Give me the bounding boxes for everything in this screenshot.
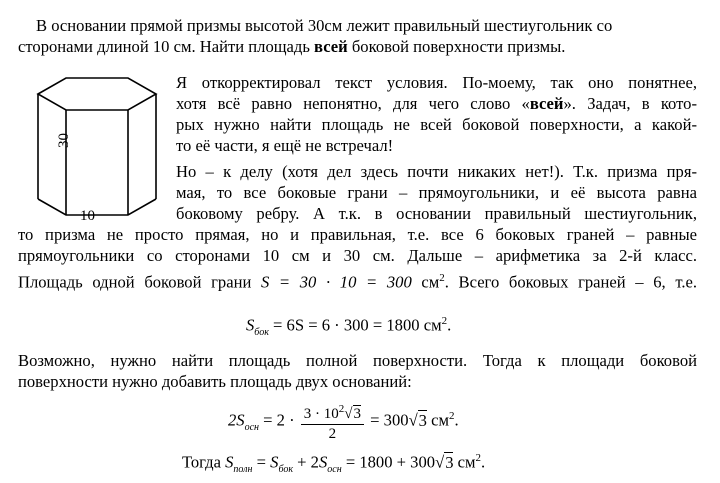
fraction-numerator [301, 400, 364, 425]
base-unit-exponent: 2 [448, 410, 455, 422]
emphasis-word-quote: всей [529, 94, 564, 113]
face-area-formula: S = 30 · 10 = 300 [260, 272, 412, 292]
base-eq: = 2 · [259, 410, 299, 430]
formula-dot: . [447, 315, 452, 335]
side-label: 10 [80, 208, 95, 224]
base-subscript: осн [244, 421, 259, 433]
problem-text: сторонами длиной 10 см. Найти площадь [18, 37, 315, 56]
formula-symbol: S [246, 315, 255, 335]
comment-line-1: Я откорректировал текст условия. По-моему, так оно понятнее, [176, 73, 697, 92]
numerator-exponent: 2 [338, 403, 345, 416]
formula-subscript: бок [254, 326, 269, 338]
full-unit-exponent: 2 [475, 452, 481, 464]
base-symbol-2: S [318, 452, 328, 472]
bottom-front-edges [38, 199, 156, 215]
full-lead: Тогда [182, 452, 226, 472]
comment-text-end: ». Задач, в кото- [563, 94, 697, 113]
numerator-text: 3 · 10 [303, 406, 339, 423]
full-rhs: = 1800 + 300 [341, 452, 436, 472]
full-line-2: поверхности нужно добавить площадь двух оснований: [18, 372, 412, 391]
comment-line-2 [176, 94, 697, 114]
base-radicand: 3 [418, 410, 427, 430]
base-subscript-2: осн [327, 463, 342, 475]
lateral-subscript: бок [278, 463, 294, 475]
full-plus: + 2 [293, 452, 319, 472]
full-radicand: 3 [445, 452, 454, 472]
comment-text: хотя всё равно непонятно, для чего слово « [176, 94, 530, 113]
full-line-1: Возможно, нужно найти площадь полной поверхности. Тогда к площади боковой [18, 351, 697, 370]
solution-line-4: то призма не просто прямая, но и правильная, т.е. все 6 боковых граней – равные [18, 225, 697, 244]
lateral-symbol: S [270, 452, 279, 472]
base-unit: см [426, 410, 449, 430]
comment-line-4: то её части, я ещё не встречал! [176, 136, 394, 155]
numerator-radicand: 3 [353, 406, 362, 423]
problem-line-1: В основании прямой призмы высотой 30см лежит правильный шестиугольник со [36, 16, 613, 35]
full-subscript: полн [233, 463, 253, 475]
formula-rhs: = 6S = 6 · 300 = 1800 [268, 315, 424, 335]
top-hexagon [38, 78, 156, 110]
solution-text: Площадь одной боковой грани [18, 272, 261, 292]
full-dot: . [481, 452, 486, 472]
full-radical: √3 [435, 452, 454, 472]
numerator-radical: √3 [344, 406, 362, 423]
fraction [301, 400, 364, 443]
height-label: 30 [56, 133, 72, 148]
full-unit: см [453, 452, 476, 472]
solution-line-6 [18, 268, 697, 293]
full-symbol: S [225, 452, 234, 472]
base-area-formula [228, 397, 459, 447]
base-dot: . [454, 410, 459, 430]
solution-text-end: . Всего боковых граней – 6, т.е. [444, 272, 697, 292]
solution-line-1: Но – к делу (хотя дел здесь почти никаких нет!). Т.к. призма пря- [176, 162, 697, 181]
solution-line-2: мая, то все боковые грани – прямоугольники, и её высота равна [176, 183, 697, 202]
solution-line-3: боковому ребру. А т.к. в основании правильный шестиугольник, [176, 204, 697, 223]
unit-exponent: 2 [439, 272, 445, 284]
problem-text-end: боковой поверхности призмы. [347, 37, 566, 56]
base-symbol: 2S [228, 410, 245, 430]
emphasis-word: всей [314, 37, 348, 56]
lateral-area-formula [246, 311, 451, 343]
formula-unit-exponent: 2 [441, 315, 448, 327]
comment-line-3: рых нужно найти площадь не всей боковой поверхности, а какой- [176, 115, 697, 134]
formula-unit: см [423, 315, 442, 335]
problem-line-2 [18, 37, 565, 57]
base-rhs: = 300 [366, 410, 409, 430]
solution-line-5: прямоугольники со сторонами 10 см и 30 см. Дальше – арифметика за 2-й класс. [18, 246, 697, 265]
unit: см [411, 272, 440, 292]
full-eq: = [252, 452, 271, 472]
fraction-denominator: 2 [328, 426, 337, 443]
full-area-formula [182, 448, 485, 480]
hexagonal-prism-figure [18, 72, 168, 222]
base-radical: √3 [408, 410, 427, 430]
